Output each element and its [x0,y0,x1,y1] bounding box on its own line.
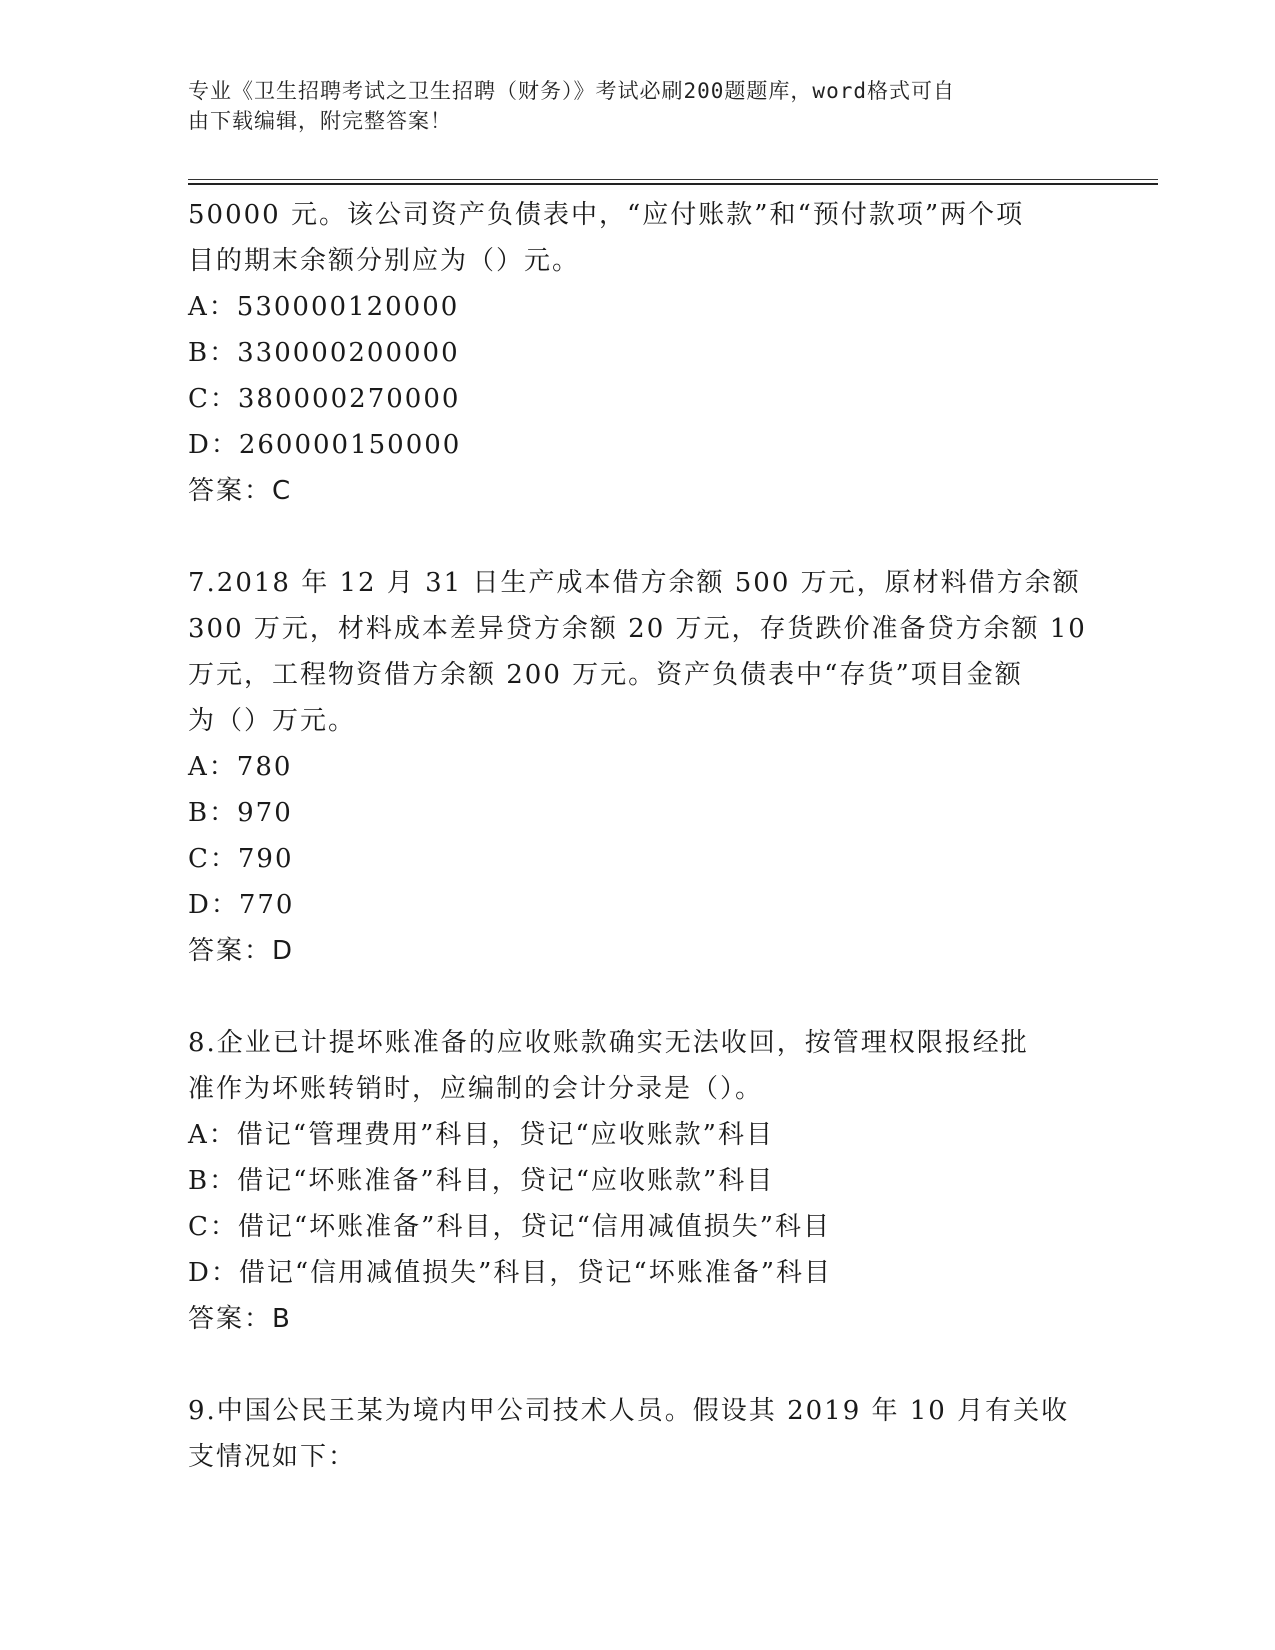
option-b: B：330000200000 [188,338,460,368]
question-text-line: 万元，工程物资借方余额 200 万元。资产负债表中“存货”项目金额 [188,660,1023,690]
answer-line: 答案：C [188,476,293,506]
option-d: D：770 [188,890,295,920]
question-9 [188,1388,1088,1480]
question-text-line: 准作为坏账转销时，应编制的会计分录是（）。 [188,1074,764,1104]
option-b: B：借记“坏账准备”科目，贷记“应收账款”科目 [188,1166,775,1196]
question-text-line: 9.中国公民王某为境内甲公司技术人员。假设其 2019 年 10 月有关收 [188,1396,1070,1426]
option-c: C：借记“坏账准备”科目，贷记“信用减值损失”科目 [188,1212,832,1242]
question-text-line: 支情况如下： [188,1442,357,1472]
question-text-line: 300 万元，材料成本差异贷方余额 20 万元，存货跌价准备贷方余额 10 [188,614,1087,644]
header-divider-thick [188,183,1158,185]
question-text-line: 目的期末余额分别应为（）元。 [188,246,581,276]
header-line-2: 由下载编辑，附完整答案！ [188,109,452,133]
spacer [188,514,1088,560]
spacer [188,974,1088,1020]
header-line-1: 专业《卫生招聘考试之卫生招聘（财务）》考试必刷200题题库，word格式可自 [188,79,955,103]
option-c: C：790 [188,844,294,874]
answer-line: 答案：B [188,1304,292,1334]
question-text-line: 50000 元。该公司资产负债表中，“应付账款”和“预付款项”两个项 [188,200,1025,230]
question-text-line: 7.2018 年 12 月 31 日生产成本借方余额 500 万元，原材料借方余额 [188,568,1081,598]
document-body [188,192,1088,1480]
question-text-line: 8.企业已计提坏账准备的应收账款确实无法收回，按管理权限报经批 [188,1028,1029,1058]
question-7 [188,560,1088,974]
option-b: B：970 [188,798,293,828]
option-d: D：借记“信用减值损失”科目，贷记“坏账准备”科目 [188,1258,833,1288]
header-divider-thin [188,179,1158,180]
spacer [188,1342,1088,1388]
document-header [188,76,1068,136]
option-a: A：借记“管理费用”科目，贷记“应收账款”科目 [188,1120,774,1150]
option-a: A：530000120000 [188,292,460,322]
question-8 [188,1020,1088,1342]
option-c: C：380000270000 [188,384,461,414]
option-d: D：260000150000 [188,430,462,460]
question-6-continued [188,192,1088,514]
option-a: A：780 [188,752,293,782]
answer-line: 答案：D [188,936,295,966]
question-text-line: 为（）万元。 [188,706,357,736]
